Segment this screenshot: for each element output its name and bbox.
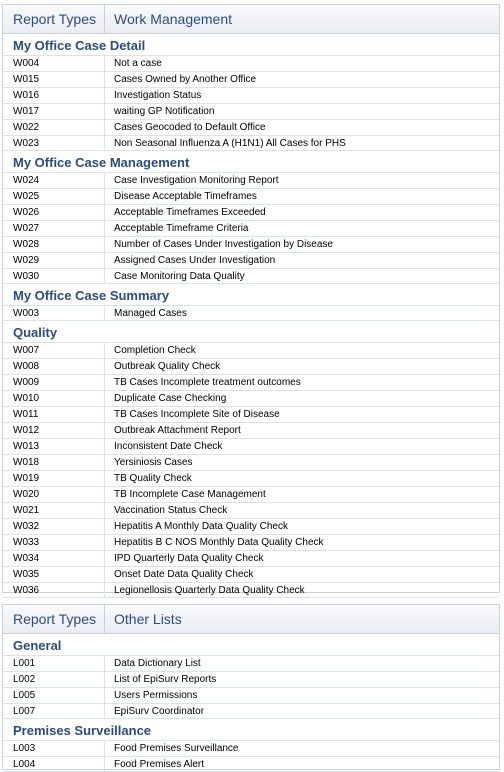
report-list [3, 342, 499, 598]
report-code: W007 [3, 343, 105, 358]
report-name-link[interactable]: Acceptable Timeframe Criteria [114, 223, 249, 234]
header-report-types: Report Types [3, 5, 105, 33]
work-management-panel [2, 4, 500, 596]
report-row[interactable] [3, 550, 499, 566]
report-name-link[interactable]: Completion Check [114, 345, 196, 356]
report-code: L002 [3, 672, 105, 687]
report-name-link[interactable]: TB Cases Incomplete treatment outcomes [114, 377, 301, 388]
group-title: My Office Case Management [13, 155, 190, 170]
report-name-link[interactable]: Users Permissions [114, 690, 198, 701]
header-other-lists: Other Lists [114, 611, 182, 627]
report-row[interactable] [3, 454, 499, 470]
report-row[interactable] [3, 655, 499, 671]
report-name-link[interactable]: Duplicate Case Checking [114, 393, 227, 404]
report-name-link[interactable]: Case Monitoring Data Quality [114, 271, 245, 282]
report-code: W011 [3, 407, 105, 422]
table-header [3, 605, 499, 634]
report-row[interactable] [3, 204, 499, 220]
report-name-link[interactable]: Food Premises Alert [114, 759, 205, 770]
report-code: W010 [3, 391, 105, 406]
report-code: W013 [3, 439, 105, 454]
report-code: W035 [3, 567, 105, 582]
report-code: W024 [3, 173, 105, 188]
report-name-link[interactable]: EpiSurv Coordinator [114, 706, 205, 717]
report-row[interactable] [3, 119, 499, 135]
report-name-link[interactable]: Hepatitis A Monthly Data Quality Check [114, 521, 288, 532]
report-code: W008 [3, 359, 105, 374]
report-name-link[interactable]: Outbreak Quality Check [114, 361, 221, 372]
report-list [3, 305, 499, 321]
report-code: W022 [3, 120, 105, 135]
report-name-link[interactable]: Investigation Status [114, 90, 202, 101]
report-code: W023 [3, 136, 105, 150]
report-code: W030 [3, 269, 105, 283]
report-row[interactable] [3, 502, 499, 518]
report-row[interactable] [3, 756, 499, 772]
report-name-link[interactable]: Not a case [114, 58, 162, 69]
report-name-link[interactable]: Outbreak Attachment Report [114, 425, 241, 436]
report-name-link[interactable]: Onset Date Data Quality Check [114, 569, 254, 580]
report-code: W036 [3, 583, 105, 597]
report-code: L001 [3, 656, 105, 671]
report-name-link[interactable]: Non Seasonal Influenza A (H1N1) All Cases for PHS [114, 138, 346, 149]
report-row[interactable] [3, 703, 499, 719]
report-name-link[interactable]: Inconsistent Date Check [114, 441, 223, 452]
report-row[interactable] [3, 374, 499, 390]
report-name-link[interactable]: TB Cases Incomplete Site of Disease [114, 409, 280, 420]
report-code: W021 [3, 503, 105, 518]
report-code: L003 [3, 741, 105, 756]
report-code: L005 [3, 688, 105, 703]
report-row[interactable] [3, 71, 499, 87]
report-row[interactable] [3, 135, 499, 151]
report-row[interactable] [3, 534, 499, 550]
report-code: W032 [3, 519, 105, 534]
report-name-link[interactable]: Data Dictionary List [114, 658, 201, 669]
report-name-link[interactable]: Cases Geocoded to Default Office [114, 122, 266, 133]
report-row[interactable] [3, 518, 499, 534]
report-code: W017 [3, 104, 105, 119]
report-name-link[interactable]: waiting GP Notification [114, 106, 215, 117]
report-list [3, 172, 499, 284]
report-row[interactable] [3, 236, 499, 252]
report-code: W015 [3, 72, 105, 87]
report-row[interactable] [3, 342, 499, 358]
report-row[interactable] [3, 172, 499, 188]
report-row[interactable] [3, 87, 499, 103]
report-row[interactable] [3, 438, 499, 454]
report-code: W033 [3, 535, 105, 550]
report-row[interactable] [3, 305, 499, 321]
report-row[interactable] [3, 687, 499, 703]
group-title: Quality [13, 325, 58, 340]
other-lists-body [3, 634, 499, 772]
group-title: My Office Case Detail [13, 38, 146, 53]
report-name-link[interactable]: Cases Owned by Another Office [114, 74, 257, 85]
report-row[interactable] [3, 188, 499, 204]
report-code: W034 [3, 551, 105, 566]
report-row[interactable] [3, 422, 499, 438]
report-code: W003 [3, 306, 105, 320]
report-row[interactable] [3, 740, 499, 756]
header-report-types: Report Types [3, 605, 105, 633]
table-header [3, 5, 499, 34]
other-lists-panel [2, 604, 500, 770]
report-code: W025 [3, 189, 105, 204]
report-name-link[interactable]: List of EpiSurv Reports [114, 674, 217, 685]
report-code: L007 [3, 704, 105, 718]
report-code: L004 [3, 757, 105, 771]
report-row[interactable] [3, 566, 499, 582]
report-row[interactable] [3, 390, 499, 406]
report-name-link[interactable]: TB Quality Check [114, 473, 192, 484]
report-name-link[interactable]: Assigned Cases Under Investigation [114, 255, 276, 266]
report-code: W018 [3, 455, 105, 470]
report-name-link[interactable]: Vaccination Status Check [114, 505, 228, 516]
report-code: W009 [3, 375, 105, 390]
report-name-link[interactable]: Yersiniosis Cases [114, 457, 193, 468]
report-code: W004 [3, 56, 105, 71]
report-code: W012 [3, 423, 105, 438]
report-name-link[interactable]: Legionellosis Quarterly Data Quality Check [114, 585, 305, 596]
report-name-link[interactable]: Managed Cases [114, 308, 187, 319]
report-row[interactable] [3, 220, 499, 236]
report-list [3, 55, 499, 151]
report-name-link[interactable]: IPD Quarterly Data Quality Check [114, 553, 264, 564]
report-row[interactable] [3, 103, 499, 119]
report-row[interactable] [3, 486, 499, 502]
report-name-link[interactable]: Acceptable Timeframes Exceeded [114, 207, 266, 218]
report-row[interactable] [3, 268, 499, 284]
work-management-body [3, 34, 499, 598]
report-name-link[interactable]: Hepatitis B C NOS Monthly Data Quality Check [114, 537, 324, 548]
report-row[interactable] [3, 406, 499, 422]
group-title: Premises Surveillance [13, 723, 152, 738]
report-row[interactable] [3, 252, 499, 268]
report-code: W019 [3, 471, 105, 486]
report-name-link[interactable]: TB Incomplete Case Management [114, 489, 266, 500]
report-code: W016 [3, 88, 105, 103]
report-code: W028 [3, 237, 105, 252]
report-name-link[interactable]: Case Investigation Monitoring Report [114, 175, 279, 186]
group-title: General [13, 638, 62, 653]
report-code: W026 [3, 205, 105, 220]
report-code: W027 [3, 221, 105, 236]
report-list [3, 740, 499, 772]
report-code: W029 [3, 253, 105, 268]
report-name-link[interactable]: Food Premises Surveillance [114, 743, 239, 754]
report-row[interactable] [3, 470, 499, 486]
report-name-link[interactable]: Number of Cases Under Investigation by Disease [114, 239, 333, 250]
report-row[interactable] [3, 671, 499, 687]
report-name-link[interactable]: Disease Acceptable Timeframes [114, 191, 257, 202]
report-row[interactable] [3, 358, 499, 374]
report-row[interactable] [3, 55, 499, 71]
group-title: My Office Case Summary [13, 288, 170, 303]
report-row[interactable] [3, 582, 499, 598]
report-code: W020 [3, 487, 105, 502]
header-work-management: Work Management [114, 11, 233, 27]
report-list [3, 655, 499, 719]
